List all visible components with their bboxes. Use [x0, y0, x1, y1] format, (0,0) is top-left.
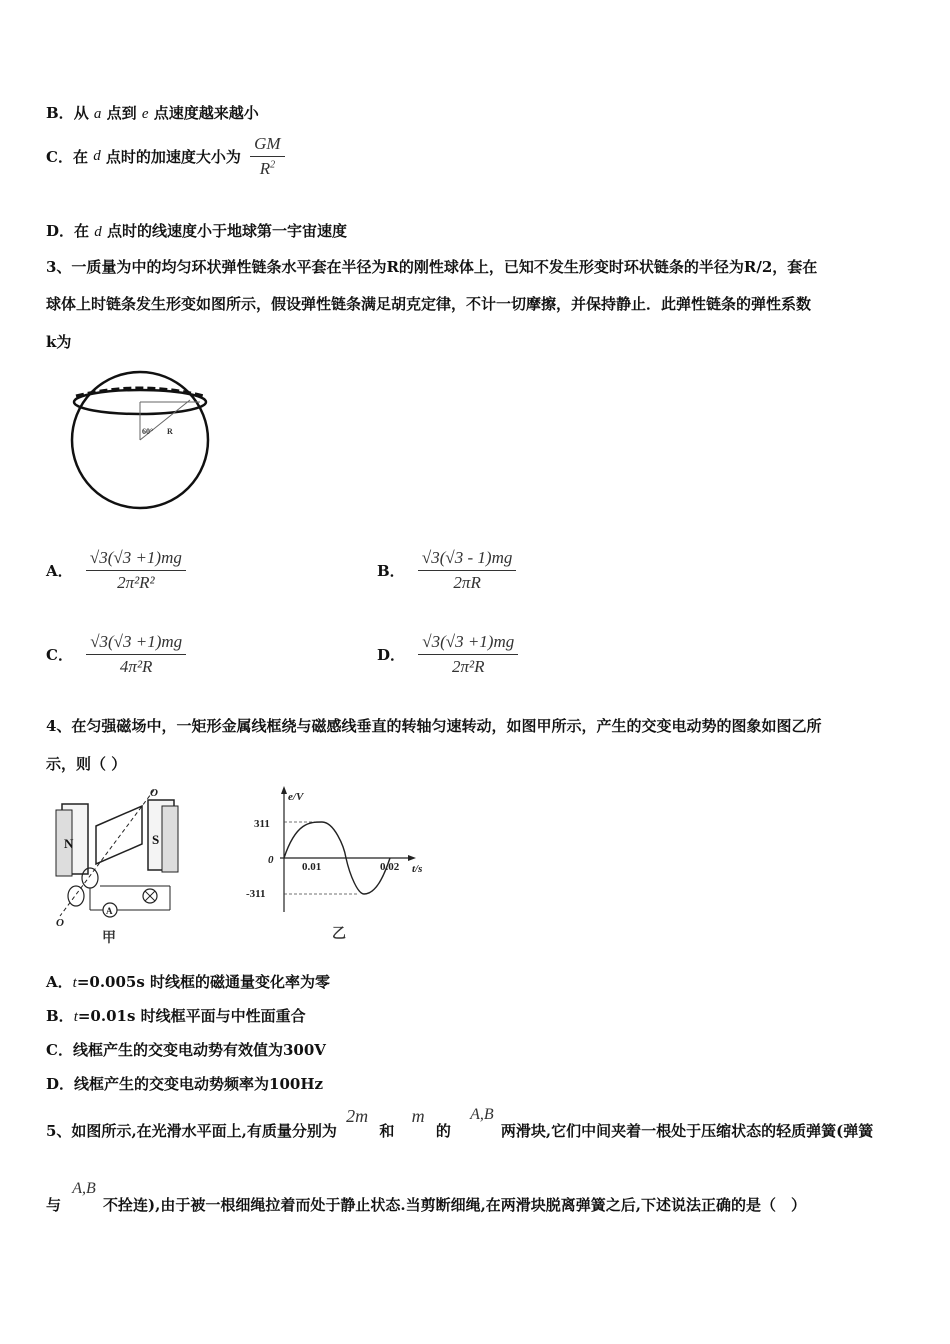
q3-sphere-figure	[60, 362, 220, 514]
q5-stem-line2: 与 A,B 不拴连),由于被一根细绳拉着而处于静止状态.当剪断细绳,在两滑块脱离弹簧之后,下述说法正确的是（ ）	[46, 1180, 807, 1214]
q3-option-d: D． $\frac{√3(√3 +1)mg}{\text{2π²R}}$	[377, 632, 518, 677]
q2-option-b: B．从 a 点到 e 点速度越来越小	[46, 104, 259, 122]
x-tick-2: 0.02	[380, 861, 400, 873]
q4-option-b: B．t=0.01s 时线框平面与中性面重合	[46, 1007, 306, 1025]
q2-option-c: C．在 d 点时的加速度大小为 $\frac{GM}{R^2}$	[46, 134, 285, 179]
q4-option-d: D．线框产生的交变电动势频率为100Hz	[46, 1075, 324, 1093]
q3-stem-line2: 球体上时链条发生形变如图所示，假设弹性链条满足胡克定律，不计一切摩擦，并保持静止．此弹性链条的弹性系数	[46, 295, 812, 313]
radius-label: R	[167, 427, 173, 436]
slip-ring-2	[68, 886, 84, 906]
q5-stem-line1: 5、如图所示,在光滑水平面上,有质量分别为 2m 和 m 的 A,B 两滑块,它们中间夹着一根处于压缩状态的轻质弹簧(弹簧	[46, 1106, 874, 1140]
slip-ring-1	[82, 868, 98, 888]
q4-emf-graph	[240, 784, 440, 946]
ammeter-label: A	[106, 906, 113, 916]
q3-option-b: B． $\frac{√3(√3 - 1)mg}{2\pi R}$	[377, 548, 516, 593]
origin-label: 0	[268, 854, 274, 866]
q4-option-a: A．t=0.005s 时线框的磁通量变化率为零	[46, 973, 331, 991]
axis-top-label: O	[150, 787, 158, 799]
q3-option-a: A． $\frac{√3(√3 +1)mg}{\text{2π²R²}}$	[46, 548, 186, 593]
q3-stem-line3: k为	[46, 333, 72, 351]
y-max-tick: 311	[254, 818, 270, 830]
q4-stem-line2: 示，则（ ）	[46, 755, 127, 773]
q3-stem-line1: 3、一质量为中的均匀环状弹性链条水平套在半径为R的刚性球体上，已知不发生形变时环状链条的半径为R/2，套在	[46, 258, 818, 276]
q2-option-d: D．在 d 点时的线速度小于地球第一宇宙速度	[46, 222, 347, 240]
axis-bottom-label: O	[56, 917, 64, 929]
fig1-caption: 甲	[102, 931, 116, 946]
x-axis-label: t/s	[412, 863, 423, 875]
gm-over-r2-fraction: $\frac{GM}{R^2}$	[250, 134, 284, 179]
angle-label: 60°	[142, 427, 154, 436]
fig2-caption: 乙	[332, 927, 346, 942]
y-axis-label: e/V	[288, 791, 304, 803]
s-pole-label: S	[152, 832, 160, 847]
n-pole-label: N	[64, 836, 74, 851]
y-min-tick: -311	[246, 888, 266, 900]
q3-option-c: C． $\frac{√3(√3 +1)mg}{\text{4π²R}}$	[46, 632, 186, 677]
q4-generator-figure	[50, 786, 190, 946]
q4-option-c: C．线框产生的交变电动势有效值为300V	[46, 1041, 326, 1059]
x-tick-1: 0.01	[302, 861, 322, 873]
q4-stem-line1: 4、在匀强磁场中，一矩形金属线框绕与磁感线垂直的转轴匀速转动，如图甲所示，产生的交变电动势的图象如图乙所	[46, 717, 822, 735]
